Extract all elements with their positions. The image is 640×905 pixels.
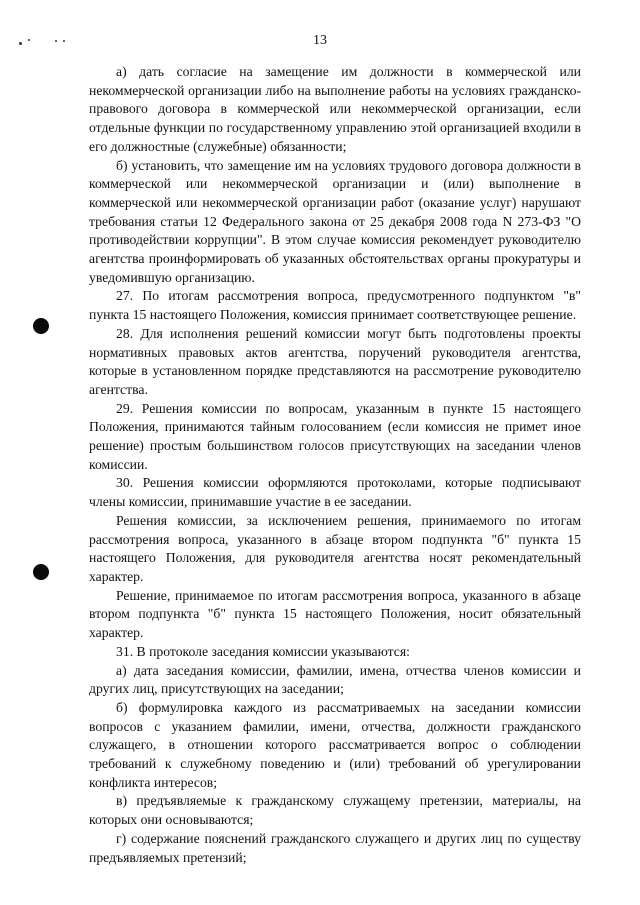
scan-speck: [28, 39, 30, 41]
paragraph: б) установить, что замещение им на условиях трудового договора должности в коммерческой или некоммерческой организации и (или) выполнение в коммерческой или некоммерческой организации работ (оказание услуг) нарушают требования статьи 12 Федерального закона от 25 декабря 2008 года N 273-ФЗ "О противодействии коррупции". В этом случае комиссия рекомендует руководителю агентства проинформировать об указанных обстоятельствах органы прокуратуры и уведомившую организацию.: [89, 157, 581, 285]
scan-speck: [19, 42, 22, 45]
paragraph: 29. Решения комиссии по вопросам, указанным в пункте 15 настоящего Положения, принимаются тайным голосованием (если комиссия не примет иное решение) простым большинством голосов присутствующих на заседании членов комиссии.: [89, 400, 581, 472]
paragraph: Решение, принимаемое по итогам рассмотрения вопроса, указанного в абзаце втором подпункта "б" пункта 15 настоящего Положения, носит обязательный характер.: [89, 587, 581, 641]
paragraph: 31. В протоколе заседания комиссии указываются:: [116, 643, 410, 659]
paragraph: а) дата заседания комиссии, фамилии, имена, отчества членов комиссии и других лиц, присутствующих на заседании;: [89, 662, 581, 697]
punch-hole: [33, 318, 49, 334]
paragraph: 28. Для исполнения решений комиссии могут быть подготовлены проекты нормативных правовых актов агентства, поручений руководителя агентства, которые в установленном порядке представляются на рассмотрение руководителю агентства.: [89, 325, 581, 397]
scan-speck: [63, 40, 65, 42]
page-number: 13: [313, 33, 327, 48]
paragraph: б) формулировка каждого из рассматриваемых на заседании комиссии вопросов с указанием фамилии, имени, отчества, должности гражданского служащего, в отношении которого рассматривается вопрос о соблюдении требований к служебному поведению и (или) требований об урегулировании конфликта интересов;: [89, 699, 581, 790]
punch-hole: [33, 564, 49, 580]
paragraph: Решения комиссии, за исключением решения, принимаемого по итогам рассмотрения вопроса, указанного в абзаце втором подпункта "б" пункта 15 настоящего Положения, для руководителя агентства носят рекомендательный характер.: [89, 512, 581, 584]
paragraph: а) дать согласие на замещение им должности в коммерческой или некоммерческой организации либо на выполнение работы на условиях гражданско-правового договора в коммерческой или некоммерческой организации, если отдельные функции по государственному управлению этой организацией входили в его должностные (служебные) обязанности;: [89, 64, 581, 154]
paragraph: г) содержание пояснений гражданского служащего и других лиц по существу предъявляемых претензий;: [89, 830, 581, 865]
document-body: [89, 63, 581, 867]
paragraph: 27. По итогам рассмотрения вопроса, предусмотренного подпунктом "в" пункта 15 настоящего Положения, комиссия принимает соответствующее решение.: [89, 288, 581, 323]
scan-speck: [55, 40, 57, 42]
paragraph: в) предъявляемые к гражданскому служащему претензии, материалы, на которых они основываются;: [89, 793, 581, 828]
paragraph: 30. Решения комиссии оформляются протоколами, которые подписывают члены комиссии, принимавшие участие в ее заседании.: [89, 475, 581, 510]
